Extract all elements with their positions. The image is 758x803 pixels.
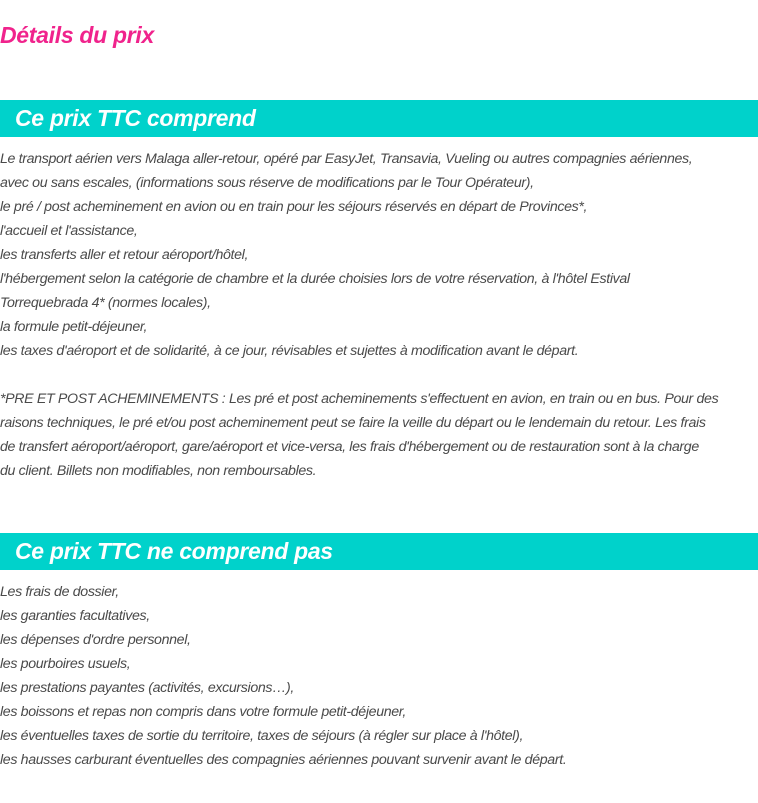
excluded-line: les boissons et repas non compris dans votre formule petit-déjeuner, [0, 704, 406, 720]
transfer-footnote [0, 387, 758, 483]
excluded-line: les pourboires usuels, [0, 656, 131, 672]
footnote-line: du client. Billets non modifiables, non remboursables. [0, 463, 317, 479]
excluded-line: les prestations payantes (activités, excursions…), [0, 680, 294, 696]
included-line: avec ou sans escales, (informations sous réserve de modifications par le Tour Opérateur), [0, 175, 534, 191]
included-list [0, 147, 758, 363]
included-line: la formule petit-déjeuner, [0, 319, 148, 335]
excluded-line: Les frais de dossier, [0, 584, 119, 600]
footnote-line: raisons techniques, le pré et/ou post acheminement peut se faire la veille du départ ou le lendemain du retour. Les frais [0, 415, 706, 431]
excluded-line: les hausses carburant éventuelles des compagnies aériennes pouvant survenir avant le départ. [0, 752, 567, 768]
included-line: les taxes d'aéroport et de solidarité, à ce jour, révisables et sujettes à modification avant le départ. [0, 343, 579, 359]
included-line: Le transport aérien vers Malaga aller-retour, opéré par EasyJet, Transavia, Vueling ou autres compagnies aériennes, [0, 151, 693, 167]
footnote-line: *PRE ET POST ACHEMINEMENTS : Les pré et post acheminements s'effectuent en avion, en train ou en bus. Pour des [0, 391, 719, 407]
included-line: l'hébergement selon la catégorie de chambre et la durée choisies lors de votre réservation, à l'hôtel Estival [0, 271, 630, 287]
excluded-line: les garanties facultatives, [0, 608, 150, 624]
included-line: l'accueil et l'assistance, [0, 223, 138, 239]
excluded-line: les éventuelles taxes de sortie du territoire, taxes de séjours (à régler sur place à l'hôtel), [0, 728, 524, 744]
included-line: le pré / post acheminement en avion ou en train pour les séjours réservés en départ de Provinces*, [0, 199, 588, 215]
included-line: Torrequebrada 4* (normes locales), [0, 295, 211, 311]
page-title: Détails du prix [0, 22, 154, 48]
included-line: les transferts aller et retour aéroport/hôtel, [0, 247, 249, 263]
excluded-list [0, 580, 758, 772]
footnote-line: de transfert aéroport/aéroport, gare/aéroport et vice-versa, les frais d'hébergement ou de restauration sont à la charge [0, 439, 699, 455]
excluded-line: les dépenses d'ordre personnel, [0, 632, 191, 648]
section-header-excluded: Ce prix TTC ne comprend pas [0, 533, 758, 570]
section-header-included: Ce prix TTC comprend [0, 100, 758, 137]
